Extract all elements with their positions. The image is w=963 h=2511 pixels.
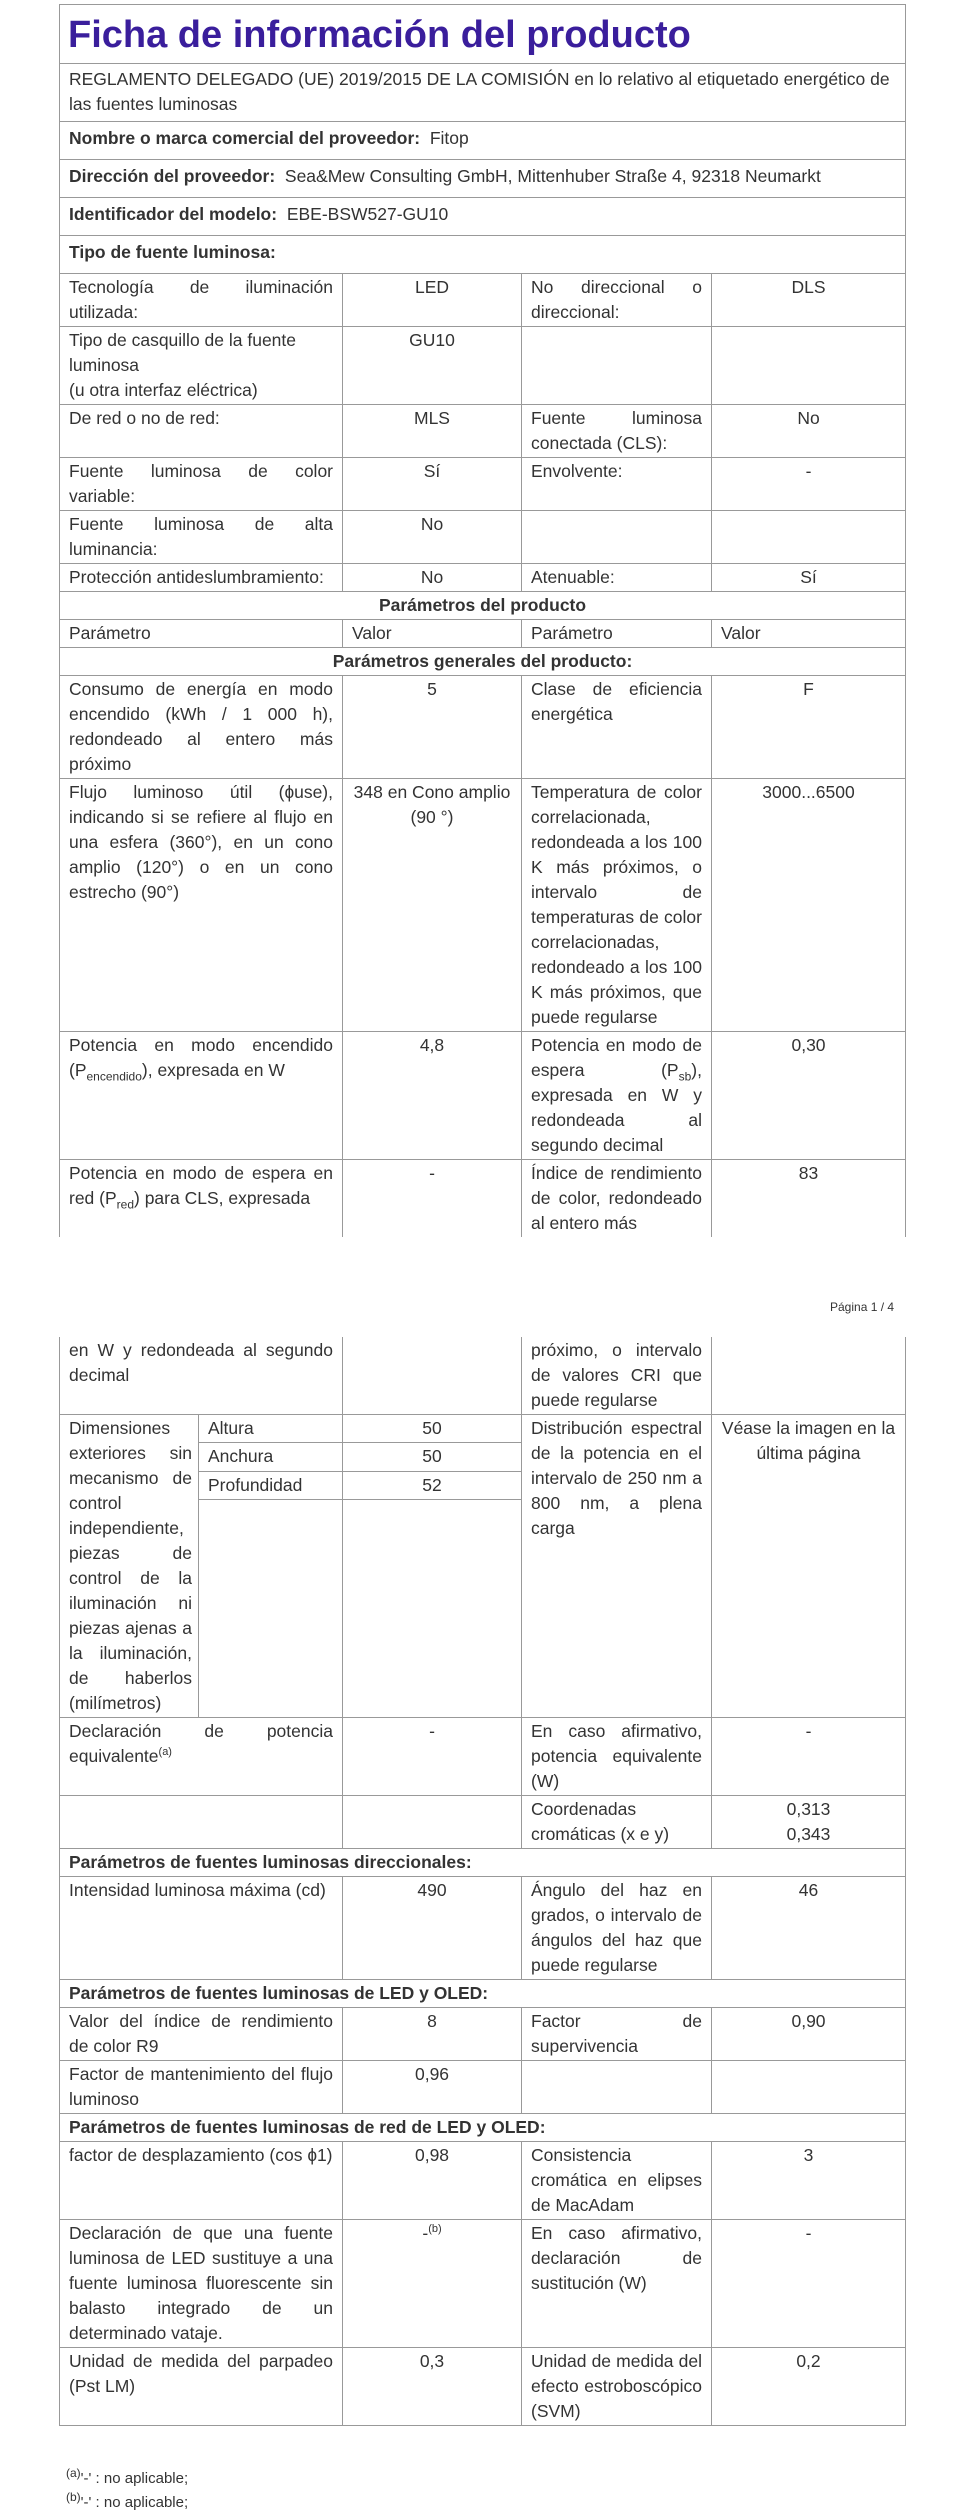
- colour-rendering-label: Índice de rendimiento de color, redondeado al entero más: [522, 1160, 712, 1238]
- fluorescent-replacement-label: Declaración de que una fuente luminosa de LED sustituye a una fuente luminosa fluorescente sin balasto integrado de un determinado vataje.: [60, 2220, 343, 2348]
- beam-angle-value: 46: [712, 1877, 906, 1980]
- envelope-label: Envolvente:: [522, 458, 712, 511]
- displacement-factor-value: 0,98: [343, 2142, 522, 2220]
- efficiency-class-label: Clase de eficiencia energética: [522, 676, 712, 779]
- r9-label: Valor del índice de rendimiento de color R9: [60, 2008, 343, 2061]
- chromaticity-label: Coordenadas cromáticas (x e y): [522, 1796, 712, 1849]
- useful-flux-label: Flujo luminoso útil (ɸuse), indicando si se refiere al flujo en una esfera (360°), en un cono amplio (120°) o en un cono estrecho (90°): [60, 779, 343, 1032]
- width-value: 50: [343, 1443, 522, 1471]
- networked-standby-label-continued: en W y redondeada al segundo decimal: [60, 1337, 343, 1415]
- peak-intensity-value: 490: [343, 1877, 522, 1980]
- efficiency-class-value: F: [712, 676, 906, 779]
- empty-cell: [60, 1796, 343, 1849]
- product-info-table-2: [59, 1337, 906, 2426]
- networked-standby-value: -: [343, 1160, 522, 1238]
- cap-type-label: Tipo de casquillo de la fuente luminosa: [69, 330, 297, 375]
- replacement-claim-value: -: [712, 2220, 906, 2348]
- supplier-trademark-row: [60, 122, 906, 160]
- standby-power-label: Potencia en modo de espera $(P_{sb})$, expresada en W y redondeada al segundo decimal: [522, 1032, 712, 1160]
- empty-cell: [712, 327, 906, 405]
- led-oled-parameters-heading: Parámetros de fuentes luminosas de LED y OLED:: [60, 1980, 906, 2008]
- colour-tunable-label: Fuente luminosa de color variable:: [60, 458, 343, 511]
- column-header-parameter: Parámetro: [60, 620, 343, 648]
- colour-consistency-value: 3: [712, 2142, 906, 2220]
- directional-label: No direccional o direccional:: [522, 274, 712, 327]
- connected-label: Fuente luminosa conectada (CLS):: [522, 405, 712, 458]
- empty-cell: [712, 511, 906, 564]
- anti-glare-label: Protección antideslumbramiento:: [60, 564, 343, 592]
- spectral-distribution-value: Véase la imagen en la última página: [712, 1415, 906, 1718]
- stroboscopic-metric-value: 0,2: [712, 2348, 906, 2426]
- dimensions-label: Dimensiones exteriores sin mecanismo de control independiente, piezas de control de la iluminación ni piezas ajenas a la iluminación, de haberlos (milímetros): [60, 1415, 199, 1718]
- technology-value: LED: [343, 274, 522, 327]
- empty-cell: [522, 2061, 712, 2114]
- footnote-a: $^{(a)}$'-' : no aplicable;: [66, 2466, 189, 2487]
- light-source-type-heading: Tipo de fuente luminosa:: [60, 236, 906, 274]
- product-sheet-part-2: [59, 1337, 905, 2426]
- equivalent-power-label: En caso afirmativo, potencia equivalente (W): [522, 1718, 712, 1796]
- fluorescent-replacement-value: -$^{(b)}$: [343, 2220, 522, 2348]
- supplier-address-label: Dirección del proveedor:: [69, 166, 276, 186]
- height-value: 50: [343, 1415, 522, 1443]
- chromaticity-y: 0,343: [786, 1824, 831, 1844]
- high-luminance-value: No: [343, 511, 522, 564]
- model-identifier-value: EBE-BSW527-GU10: [286, 204, 449, 224]
- footnote-mark-b: (b): [428, 2223, 442, 2236]
- supplier-trademark-label: Nombre o marca comercial del proveedor:: [69, 128, 421, 148]
- cap-type-note: (u otra interfaz eléctrica): [69, 380, 258, 400]
- product-parameters-heading: Parámetros del producto: [60, 592, 906, 620]
- equivalent-power-declaration-value: -: [343, 1718, 522, 1796]
- height-label: Altura: [199, 1415, 343, 1443]
- document-title: Ficha de información del producto: [60, 5, 906, 64]
- supplier-address-value: Sea&Mew Consulting GmbH, Mittenhuber Straße 4, 92318 Neumarkt: [284, 166, 821, 186]
- on-mode-power-label: Potencia en modo encendido $(P_{encendido})$, expresada en W: [60, 1032, 343, 1160]
- product-sheet-part-1: [59, 4, 905, 1237]
- column-header-value: Valor: [712, 620, 906, 648]
- stroboscopic-metric-label: Unidad de medida del efecto estroboscópico (SVM): [522, 2348, 712, 2426]
- product-info-table-1: [59, 4, 906, 1237]
- empty-cell: [199, 1500, 343, 1718]
- empty-cell: [343, 1500, 522, 1718]
- energy-consumption-value: 5: [343, 676, 522, 779]
- supplier-trademark-value: Fitop: [429, 128, 469, 148]
- replacement-claim-label: En caso afirmativo, declaración de sustitución (W): [522, 2220, 712, 2348]
- equivalent-power-value: -: [712, 1718, 906, 1796]
- colour-tunable-value: Sí: [343, 458, 522, 511]
- dimmable-value: Sí: [712, 564, 906, 592]
- empty-cell: [343, 1337, 522, 1415]
- lumen-maintenance-label: Factor de mantenimiento del flujo luminoso: [60, 2061, 343, 2114]
- cap-type-cell: [60, 327, 343, 405]
- width-label: Anchura: [199, 1443, 343, 1471]
- supplier-address-row: [60, 160, 906, 198]
- page-number: Página 1 / 4: [830, 1300, 895, 1314]
- energy-consumption-label: Consumo de energía en modo encendido (kWh / 1 000 h), redondeado al entero más próximo: [60, 676, 343, 779]
- general-parameters-heading: Parámetros generales del producto:: [60, 648, 906, 676]
- column-header-value: Valor: [343, 620, 522, 648]
- empty-cell: [343, 1796, 522, 1849]
- on-mode-power-value: 4,8: [343, 1032, 522, 1160]
- spectral-distribution-label: Distribución espectral de la potencia en el intervalo de 250 nm a 800 nm, a plena carga: [522, 1415, 712, 1718]
- chromaticity-value: [712, 1796, 906, 1849]
- footnote-mark-a: (a): [158, 1746, 172, 1759]
- colour-consistency-label: Consistencia cromática en elipses de MacAdam: [522, 2142, 712, 2220]
- r9-value: 8: [343, 2008, 522, 2061]
- displacement-factor-label: factor de desplazamiento (cos ɸ1): [60, 2142, 343, 2220]
- cap-type-value: GU10: [343, 327, 522, 405]
- networked-standby-label: Potencia en modo de espera en red $(P_{red})$ para CLS, expresada: [60, 1160, 343, 1238]
- model-identifier-row: [60, 198, 906, 236]
- equivalent-power-declaration-label: Declaración de potencia equivalente$^{(a)}$: [60, 1718, 343, 1796]
- regulation-text: REGLAMENTO DELEGADO (UE) 2019/2015 DE LA COMISIÓN en lo relativo al etiquetado energético de las fuentes luminosas: [60, 64, 906, 122]
- column-header-parameter: Parámetro: [522, 620, 712, 648]
- directional-parameters-heading: Parámetros de fuentes luminosas direccionales:: [60, 1849, 906, 1877]
- survival-factor-label: Factor de supervivencia: [522, 2008, 712, 2061]
- empty-cell: [522, 511, 712, 564]
- colour-temperature-label: Temperatura de color correlacionada, redondeada a los 100 K más próximos, o intervalo de temperaturas de color correlacionadas, redondeado a los 100 K más próximos, que puede regularse: [522, 779, 712, 1032]
- peak-intensity-label: Intensidad luminosa máxima (cd): [60, 1877, 343, 1980]
- connected-value: No: [712, 405, 906, 458]
- standby-power-value: 0,30: [712, 1032, 906, 1160]
- model-identifier-label: Identificador del modelo:: [69, 204, 278, 224]
- envelope-value: -: [712, 458, 906, 511]
- chromaticity-x: 0,313: [786, 1799, 831, 1819]
- flicker-metric-value: 0,3: [343, 2348, 522, 2426]
- technology-label: Tecnología de iluminación utilizada:: [60, 274, 343, 327]
- dimmable-label: Atenuable:: [522, 564, 712, 592]
- flicker-metric-label: Unidad de medida del parpadeo (Pst LM): [60, 2348, 343, 2426]
- colour-rendering-label-continued: próximo, o intervalo de valores CRI que puede regularse: [522, 1337, 712, 1415]
- anti-glare-value: No: [343, 564, 522, 592]
- empty-cell: [712, 1337, 906, 1415]
- mains-label: De red o no de red:: [60, 405, 343, 458]
- mains-led-parameters-heading: Parámetros de fuentes luminosas de red de LED y OLED:: [60, 2114, 906, 2142]
- mains-value: MLS: [343, 405, 522, 458]
- depth-value: 52: [343, 1471, 522, 1499]
- directional-value: DLS: [712, 274, 906, 327]
- empty-cell: [522, 327, 712, 405]
- empty-cell: [712, 2061, 906, 2114]
- footnote-b: $^{(b)}$'-' : no aplicable;: [66, 2490, 189, 2511]
- lumen-maintenance-value: 0,96: [343, 2061, 522, 2114]
- high-luminance-label: Fuente luminosa de alta luminancia:: [60, 511, 343, 564]
- colour-rendering-value: 83: [712, 1160, 906, 1238]
- beam-angle-label: Ángulo del haz en grados, o intervalo de ángulos del haz que puede regularse: [522, 1877, 712, 1980]
- depth-label: Profundidad: [199, 1471, 343, 1499]
- colour-temperature-value: 3000...6500: [712, 779, 906, 1032]
- survival-factor-value: 0,90: [712, 2008, 906, 2061]
- useful-flux-value: 348 en Cono amplio (90 °): [343, 779, 522, 1032]
